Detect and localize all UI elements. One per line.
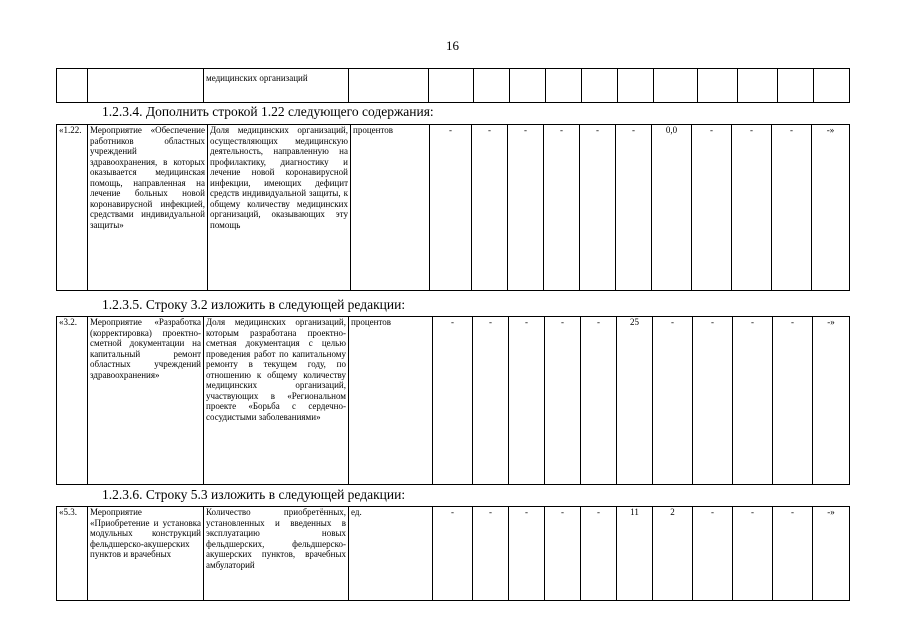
value-cell: - xyxy=(692,125,732,291)
value-cell: - xyxy=(544,125,580,291)
cell-value xyxy=(618,69,654,103)
cell-num xyxy=(57,69,88,103)
value-cell: - xyxy=(772,125,812,291)
section-heading: 1.2.3.6. Строку 5.3 изложить в следующей редакции: xyxy=(102,487,406,502)
value-cell: - xyxy=(430,125,472,291)
value-cell: - xyxy=(545,507,581,601)
section-heading: 1.2.3.4. Дополнить строкой 1.22 следующего содержания: xyxy=(102,104,434,119)
page-number: 16 xyxy=(446,38,459,53)
value-cell: - xyxy=(509,507,545,601)
value-cell: - xyxy=(773,317,813,485)
value-cell: - xyxy=(545,317,581,485)
value-cell: - xyxy=(653,317,693,485)
cell-unit xyxy=(349,69,429,103)
value-cell: 0,0 xyxy=(652,125,692,291)
value-cell: - xyxy=(473,507,509,601)
value-cell: - xyxy=(508,125,544,291)
value-cell: - xyxy=(732,125,772,291)
value-cell: - xyxy=(773,507,813,601)
table-row-1-22 xyxy=(56,124,850,291)
value-cell: - xyxy=(433,317,473,485)
value-cell: - xyxy=(433,507,473,601)
unit-cell: ед. xyxy=(349,507,433,601)
cell-value xyxy=(474,69,510,103)
row-number: «5.3. xyxy=(57,507,88,601)
cell-value xyxy=(698,69,738,103)
value-cell: - xyxy=(580,125,616,291)
cell-value xyxy=(738,69,778,103)
indicator-cell: Доля медицинских организаций, которым разработана проектно-сметная документация с целью проведения работ по капитальному ремонту в текущем году, по отношению к общему количеству медицинских организаций, участвующих в «Региональном проекте «Борьба с сердечно-сосудистыми заболеваниями» xyxy=(204,317,349,485)
cell-value xyxy=(546,69,582,103)
cell-value xyxy=(814,69,850,103)
cell-value xyxy=(510,69,546,103)
row-number: «1.22. xyxy=(57,125,88,291)
cell-value xyxy=(778,69,814,103)
value-cell: - xyxy=(733,507,773,601)
table-row-5-3 xyxy=(56,506,850,601)
cell-value xyxy=(582,69,618,103)
cell-value xyxy=(654,69,698,103)
unit-cell: процентов xyxy=(351,125,430,291)
unit-cell: процентов xyxy=(349,317,433,485)
continued-table-row xyxy=(56,68,850,103)
value-cell: 11 xyxy=(617,507,653,601)
section-heading: 1.2.3.5. Строку 3.2 изложить в следующей редакции: xyxy=(102,297,406,312)
measure-cell: Мероприятие «Приобретение и установка модульных конструкций фельдшерско-акушерских пунктов и врачебных xyxy=(88,507,204,601)
value-cell: - xyxy=(472,125,508,291)
value-cell: - xyxy=(693,317,733,485)
value-cell: 2 xyxy=(653,507,693,601)
value-cell: -» xyxy=(812,125,850,291)
value-cell: - xyxy=(616,125,652,291)
value-cell: - xyxy=(581,317,617,485)
cell-measure xyxy=(88,69,204,103)
indicator-cell: Количество приобретённых, установленных и введенных в эксплуатацию новых фельдшерских, фельдшерско-акушерских пунктов, врачебных амбулаторий xyxy=(204,507,349,601)
cell-value xyxy=(429,69,474,103)
value-cell: 25 xyxy=(617,317,653,485)
value-cell: - xyxy=(581,507,617,601)
value-cell: - xyxy=(733,317,773,485)
cell-indicator: медицинских организаций xyxy=(204,69,349,103)
table-row-3-2 xyxy=(56,316,850,485)
value-cell: - xyxy=(473,317,509,485)
value-cell: - xyxy=(509,317,545,485)
row-number: «3.2. xyxy=(57,317,88,485)
measure-cell: Мероприятие «Разработка (корректировка) проектно-сметной документации на капитальный ремонт областных учреждений здравоохранения» xyxy=(88,317,204,485)
indicator-cell: Доля медицинских организаций, осуществляющих медицинскую деятельность, направленную на профилактику, диагностику и лечение новой коронавирусной инфекции, имеющих дефицит средств индивидуальной защиты, к общему количеству медицинских организаций, оказывающих эту помощь xyxy=(208,125,351,291)
value-cell: -» xyxy=(813,317,850,485)
value-cell: - xyxy=(693,507,733,601)
value-cell: -» xyxy=(813,507,850,601)
measure-cell: Мероприятие «Обеспечение работников областных учреждений здравоохранения, в которых оказывается медицинская помощь, направленная на лечение больных новой коронавирусной инфекцией, средствами индивидуальной защиты» xyxy=(88,125,208,291)
